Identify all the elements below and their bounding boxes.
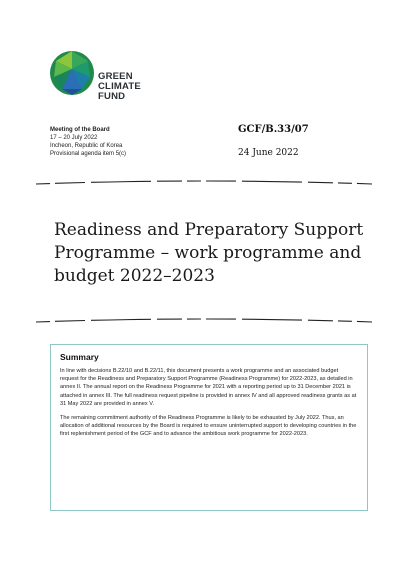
summary-paragraph-1: In line with decisions B.22/10 and B.22/11, this document presents a work programme and an associated budget request for the Readiness and Preparatory Support Programme (Readiness Programme) for 2022-2023, as detailed in annex II. The annual report on the Readiness Programme for 2021 with a reporting period up to 31 December 2021 is attached in annex III. The full readiness request pipeline is provided in annex IV and all approved readiness grants as at 31 May 2022 are provided in annex V. bbox=[60, 368, 357, 407]
logo-line-3: FUND bbox=[98, 91, 126, 102]
logo-wordmark bbox=[98, 72, 141, 102]
meeting-location: Incheon, Republic of Korea bbox=[50, 143, 123, 149]
summary-heading: Summary bbox=[60, 352, 99, 362]
document-date: 24 June 2022 bbox=[238, 148, 299, 158]
meeting-heading: Meeting of the Board bbox=[50, 127, 110, 133]
summary-paragraph-2: The remaining commitment authority of the Readiness Programme is likely to be exhausted by July 2022. Thus, an allocation of additional resources by the Board is required to ensure uninterrupted support to developing countries in the first replenishment period of the GCF and to advance the ambitious work programme for 2022-2023. bbox=[60, 415, 357, 438]
agenda-item: Provisional agenda item 5(c) bbox=[50, 151, 127, 157]
summary-box bbox=[50, 344, 368, 511]
logo-line-1: GREEN bbox=[98, 71, 133, 82]
document-reference: GCF/B.33/07 bbox=[238, 124, 309, 135]
top-divider bbox=[36, 180, 372, 186]
meeting-info bbox=[50, 126, 126, 158]
page-title: Readiness and Preparatory Support Programme – work programme and budget 2022–2023 bbox=[54, 220, 364, 286]
bottom-divider bbox=[36, 318, 372, 324]
logo-line-2: CLIMATE bbox=[98, 81, 141, 92]
meeting-dates: 17 – 20 July 2022 bbox=[50, 135, 98, 141]
